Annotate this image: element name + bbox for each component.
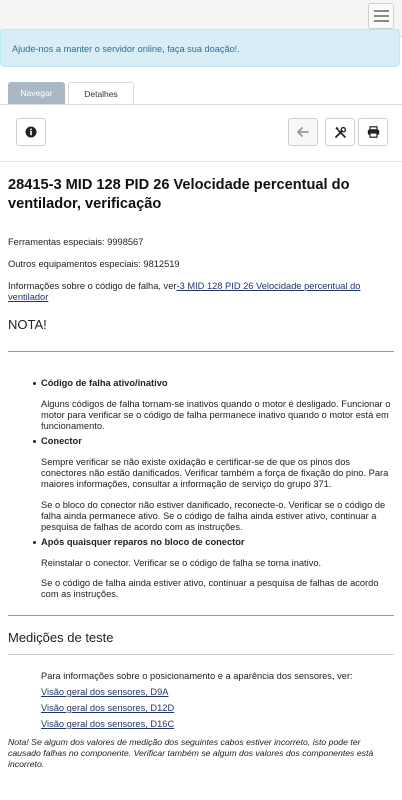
info-circle-icon [25,126,37,138]
item-title-fault-status: Código de falha ativo/inativo [41,378,394,389]
measurements-heading: Medições de teste [8,630,114,645]
special-tools: Ferramentas especiais: 9998567 [8,237,144,247]
info-button[interactable] [16,118,46,146]
measurements-note: Nota! Se algum dos valores de medição dos seguintes cabos estiver incorreto, isto pode ter causado falhas no componente. Verificar também se algum dos valores dos componentes está incorreto. [8,737,374,769]
checklist [8,378,394,600]
sensor-link-d16c[interactable]: Visão geral dos sensores, D16C [41,719,175,729]
arrow-left-icon [297,127,309,137]
tools-icon [334,126,347,139]
other-equipment: Outros equipamentos especiais: 9812519 [8,259,180,269]
sensor-link-item [41,687,394,698]
item-paragraph: Se o bloco do conector não estiver danificado, reconecte-o. Verificar se o código de falha ainda permanece ativo. Se o código de falha ainda estiver ativo, continuar a pesquisa de falhas de acordo com as instruções. [41,500,386,532]
sensor-link-item [41,703,394,714]
sensor-links [8,671,394,730]
tab-divider [0,104,402,105]
measurements-heading-rule [8,654,394,655]
measurements-intro: Para informações sobre o posicionamento e a aparência dos sensores, ver: [41,671,353,681]
item-paragraph: Alguns códigos de falha tornam-se inativos quando o motor é desligado. Funcionar o motor para verificar se o código de falha permanece inativo quando o motor está em funcionamento. [41,399,391,431]
main-content [8,176,394,770]
item-paragraph: Se o código de falha ainda estiver ativo, continuar a pesquisa de falhas de acordo com as instruções. [41,578,379,599]
item-title-after-repairs: Após quaisquer reparos no bloco de conector [41,537,394,548]
tab-bar [8,82,402,104]
donation-alert: Ajude-nos a manter o servidor online, faça sua doação!. [0,29,400,67]
page-title: 28415-3 MID 128 PID 26 Velocidade percentual do ventilador, verificação [8,177,350,212]
back-button[interactable] [288,118,318,146]
sensor-link-d12d[interactable]: Visão geral dos sensores, D12D [41,703,175,713]
sensor-link-item [41,719,394,730]
item-paragraph: Reinstalar o conector. Verificar se o código de falha se torna inativo. [41,558,322,568]
tab-detalhes[interactable]: Detalhes [68,82,134,104]
sensor-link-d9a[interactable]: Visão geral dos sensores, D9A [41,687,169,697]
nota-heading: NOTA! [8,317,47,332]
nota-divider [8,351,394,352]
fault-code-prefix: Informações sobre o código de falha, ver [8,281,177,291]
item-paragraph: Sempre verificar se não existe oxidação e certificar-se de que os pinos dos conectores não estão danificados. Verificar também a força de fixação do pino. Para maiores informações, consultar a informação de serviço do grupo 371. [41,457,389,489]
fault-code-info [8,281,394,303]
tools-button[interactable] [325,118,355,146]
print-button[interactable] [358,118,388,146]
toolbar-divider [0,161,402,162]
measurements-divider [8,615,394,616]
hamburger-menu-icon[interactable] [368,3,394,29]
toolbar [0,118,402,148]
item-title-connector: Conector [41,436,394,447]
fault-code-link[interactable]: -3 MID 128 PID 26 Velocidade percentual do ventilador [8,281,361,302]
printer-icon [367,126,380,138]
tab-navegar[interactable]: Navegar [8,82,65,104]
